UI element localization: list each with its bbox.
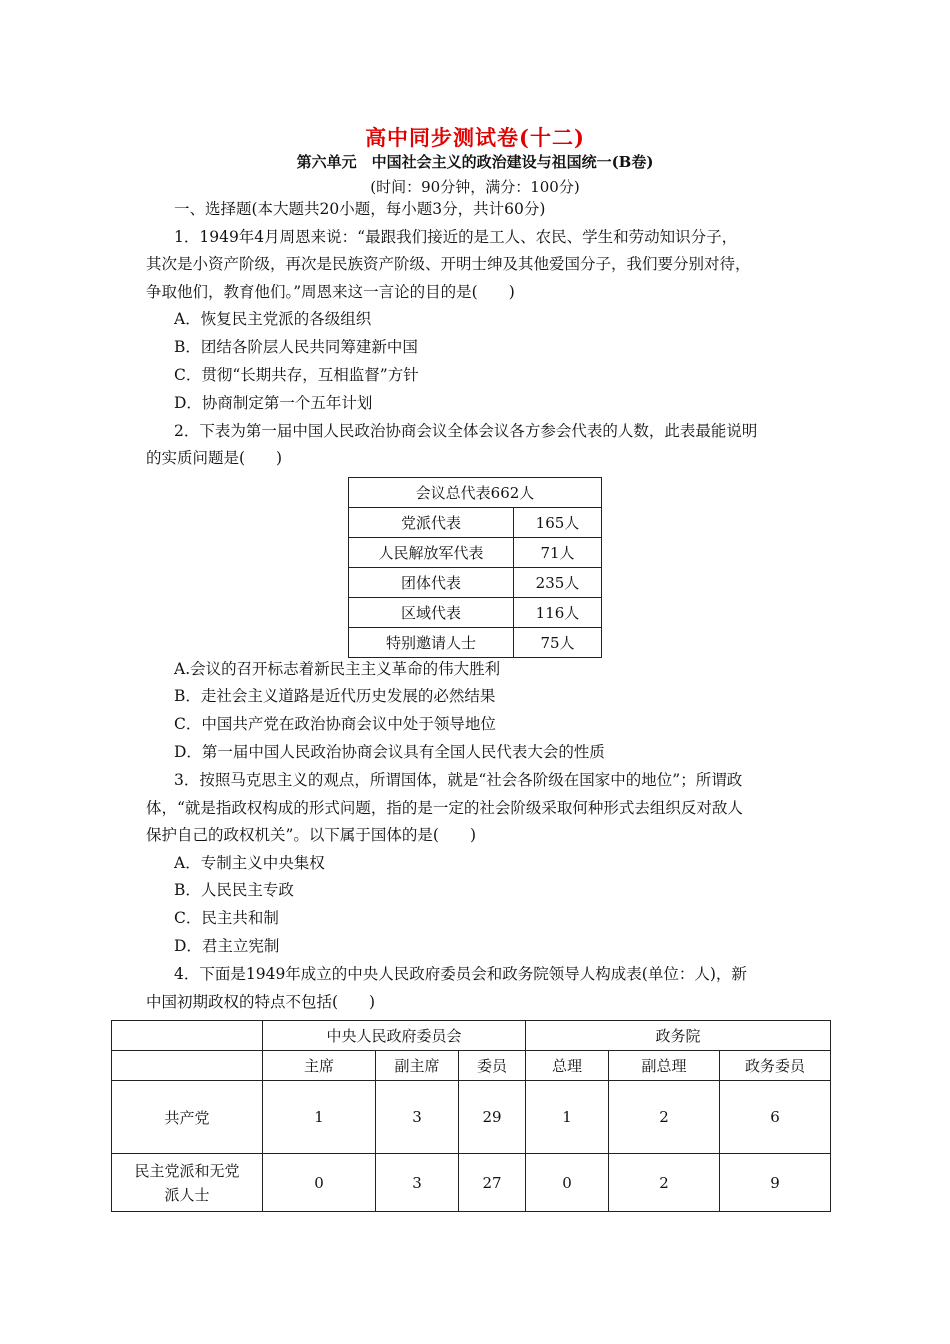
- q1-option-b: B．团结各阶层人民共同筹建新中国: [174, 338, 418, 356]
- q2-option-d: D．第一届中国人民政治协商会议具有全国人民代表大会的性质: [174, 743, 605, 761]
- row-label-line1: 民主党派和无党: [134, 1161, 240, 1180]
- table-row: [112, 1154, 831, 1212]
- q3-option-c: C．民主共和制: [174, 909, 279, 927]
- q3-option-a: A．专制主义中央集权: [174, 854, 325, 872]
- table-cell: 27: [459, 1154, 526, 1212]
- table-cell: 0: [263, 1154, 376, 1212]
- table-row: [349, 628, 602, 658]
- table-row: [349, 598, 602, 628]
- q1-option-a: A．恢复民主党派的各级组织: [174, 310, 372, 328]
- time-info: (时间：90分钟，满分：100分): [370, 178, 580, 196]
- q1-stem-line3: 争取他们，教育他们。”周恩来这一言论的目的是( ): [146, 283, 515, 301]
- leadership-table: [111, 1020, 831, 1212]
- table-header-cell: 会议总代表662人: [349, 478, 602, 508]
- row-value: 116人: [514, 598, 602, 628]
- q3-option-d: D．君主立宪制: [174, 937, 280, 955]
- q3-stem-line1: 3．按照马克思主义的观点，所谓国体，就是“社会各阶级在国家中的地位”；所谓政: [174, 771, 743, 789]
- column-header: 总理: [526, 1051, 609, 1081]
- row-value: 71人: [514, 538, 602, 568]
- q3-option-b: B．人民民主专政: [174, 881, 294, 899]
- row-label: 团体代表: [349, 568, 514, 598]
- corner-cell-2: [112, 1051, 263, 1081]
- table-cell: 2: [609, 1154, 720, 1212]
- delegates-table: [348, 477, 602, 658]
- q2-stem-line1: 2．下表为第一届中国人民政治协商会议全体会议各方参会代表的人数，此表最能说明: [174, 422, 758, 440]
- row-label: 人民解放军代表: [349, 538, 514, 568]
- section-heading: 一、选择题(本大题共20小题，每小题3分，共计60分): [174, 200, 546, 218]
- q1-stem-line1: 1．1949年4月周恩来说：“最跟我们接近的是工人、农民、学生和劳动知识分子，: [174, 228, 738, 246]
- table-cell: 1: [263, 1081, 376, 1154]
- q1-option-c: C．贯彻“长期共存，互相监督”方针: [174, 366, 419, 384]
- table-column-header-row: [112, 1051, 831, 1081]
- row-label: [112, 1154, 263, 1212]
- table-cell: 0: [526, 1154, 609, 1212]
- q1-stem-line2: 其次是小资产阶级，再次是民族资产阶级、开明士绅及其他爱国分子，我们要分别对待，: [146, 255, 751, 273]
- q3-stem-line3: 保护自己的政权机关”。以下属于国体的是( ): [146, 826, 477, 844]
- group-header-central-committee: 中央人民政府委员会: [263, 1021, 526, 1051]
- table-cell: 1: [526, 1081, 609, 1154]
- table-header-row: [349, 478, 602, 508]
- q2-option-a: A.会议的召开标志着新民主主义革命的伟大胜利: [174, 660, 501, 678]
- column-header: 副主席: [376, 1051, 459, 1081]
- q4-stem-line2: 中国初期政权的特点不包括( ): [146, 993, 376, 1011]
- row-label: 区域代表: [349, 598, 514, 628]
- column-header: 政务委员: [720, 1051, 831, 1081]
- q2-option-c: C．中国共产党在政治协商会议中处于领导地位: [174, 715, 496, 733]
- table-row: [349, 568, 602, 598]
- column-header: 委员: [459, 1051, 526, 1081]
- corner-cell: [112, 1021, 263, 1051]
- table-cell: 3: [376, 1081, 459, 1154]
- q2-stem-line2: 的实质问题是( ): [146, 449, 283, 467]
- table-cell: 29: [459, 1081, 526, 1154]
- row-label: 特别邀请人士: [349, 628, 514, 658]
- row-value: 165人: [514, 508, 602, 538]
- table-cell: 6: [720, 1081, 831, 1154]
- table-row: [349, 538, 602, 568]
- row-value: 235人: [514, 568, 602, 598]
- q1-option-d: D．协商制定第一个五年计划: [174, 394, 373, 412]
- q2-option-b: B．走社会主义道路是近代历史发展的必然结果: [174, 687, 496, 705]
- table-cell: 2: [609, 1081, 720, 1154]
- table-row: [349, 508, 602, 538]
- row-label: 党派代表: [349, 508, 514, 538]
- page-title: 高中同步测试卷(十二): [365, 125, 585, 150]
- column-header: 副总理: [609, 1051, 720, 1081]
- table-group-header-row: [112, 1021, 831, 1051]
- group-header-state-council: 政务院: [526, 1021, 831, 1051]
- row-value: 75人: [514, 628, 602, 658]
- q4-stem-line1: 4．下面是1949年成立的中央人民政府委员会和政务院领导人构成表(单位：人)，新: [174, 965, 747, 983]
- q3-stem-line2: 体，“就是指政权构成的形式问题，指的是一定的社会阶级采取何种形式去组织反对敌人: [146, 799, 743, 817]
- unit-subtitle: 第六单元 中国社会主义的政治建设与祖国统一(B卷): [296, 153, 654, 171]
- row-label: 共产党: [112, 1081, 263, 1154]
- column-header: 主席: [263, 1051, 376, 1081]
- table-row: [112, 1081, 831, 1154]
- table-cell: 9: [720, 1154, 831, 1212]
- row-label-line2: 派人士: [164, 1185, 210, 1204]
- table-cell: 3: [376, 1154, 459, 1212]
